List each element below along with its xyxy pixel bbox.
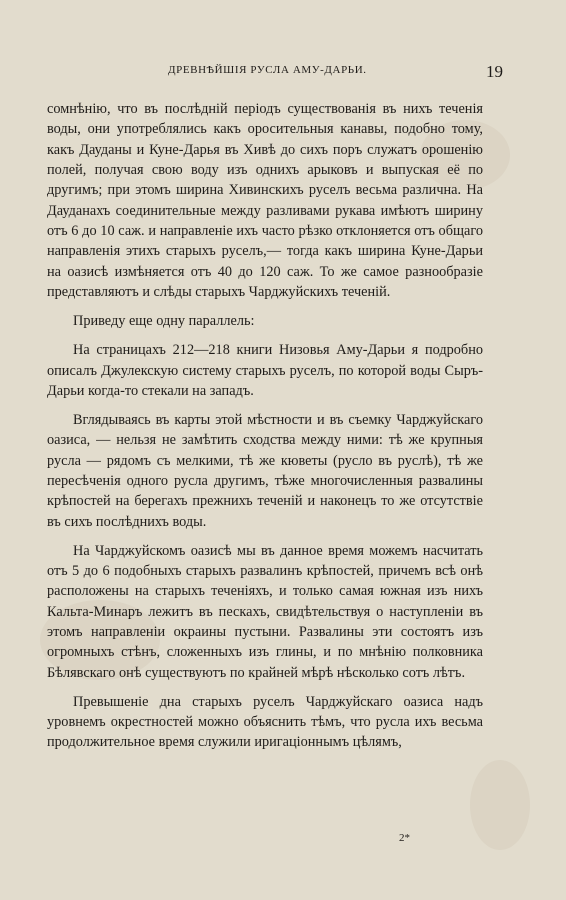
paragraph: Превышеніе дна старыхъ руселъ Чарджуйскаго оазиса надъ уровнемъ окрестностей можно объяснить тѣмъ, что русла ихъ весьма продолжительное время служили иригаціоннымъ цѣлямъ, bbox=[47, 693, 483, 751]
paper-stain bbox=[470, 760, 530, 850]
page-number: 19 bbox=[486, 62, 503, 81]
body-text bbox=[47, 99, 483, 761]
paragraph: Вглядываясь въ карты этой мѣстности и въ съемку Чарджуйскаго оазиса, — нельзя не замѣтить сходства между ними: тѣ же крупныя русла — рядомъ съ мелкими, тѣ же кюветы (русло въ руслѣ), тѣ же пересѣченія одного русла другимъ, тѣже многочисленныя развалины крѣпостей на берегахъ прежнихъ теченій и наконецъ то же отсутствіе въ сихъ послѣднихъ воды. bbox=[47, 411, 483, 530]
running-title: ДРЕВНѢЙШІЯ РУСЛА АМУ-ДАРЬИ. bbox=[168, 64, 367, 76]
signature-mark: 2* bbox=[399, 832, 410, 844]
paragraph: На страницахъ 212—218 книги Низовья Аму-Дарьи я подробно описалъ Джулекскую систему старыхъ руселъ, по которой воды Сыръ-Дарьи когда-то стекали на западъ. bbox=[47, 342, 483, 399]
paragraph-continuation: сомнѣнію, что въ послѣдній періодъ существованія въ нихъ теченія воды, они употреблялись какъ оросительныя канавы, подобно тому, какъ Дауданы и Куне-Дарья въ Хивѣ до сихъ поръ служатъ орошенію полей, получая свою воду изъ однихъ арыковъ и выпуская её по другимъ; при этомъ ширина Хивинскихъ руселъ весьма различна. На Дауданахъ соединительные между разливами рукава имѣютъ ширину отъ 6 до 10 саж. и направленіе ихъ часто рѣзко отклоняется отъ общаго направленія этихъ старыхъ руселъ,— тогда какъ ширина Куне-Дарьи на оазисѣ измѣняется отъ 40 до 120 саж. То же самое разнообразіе представляютъ и слѣды старыхъ Чарджуйскихъ теченій. bbox=[47, 101, 483, 301]
paragraph: На Чарджуйскомъ оазисѣ мы въ данное время можемъ насчитать отъ 5 до 6 подобныхъ старыхъ развалинъ крѣпостей, причемъ всѣ онѣ расположены на старыхъ теченіяхъ, и только самая южная изъ нихъ Кальта-Минаръ лежитъ въ пескахъ, свидѣтельствуя о наступленіи въ этомъ направленіи окраины пустыни. Развалины эти состоятъ изъ огромныхъ стѣнъ, сложенныхъ изъ глины, и по мнѣнію полковника Бѣлявскаго онѣ существуютъ по крайней мѣрѣ нѣсколько сотъ лѣтъ. bbox=[47, 542, 483, 681]
paragraph: Приведу еще одну параллель: bbox=[73, 313, 255, 330]
